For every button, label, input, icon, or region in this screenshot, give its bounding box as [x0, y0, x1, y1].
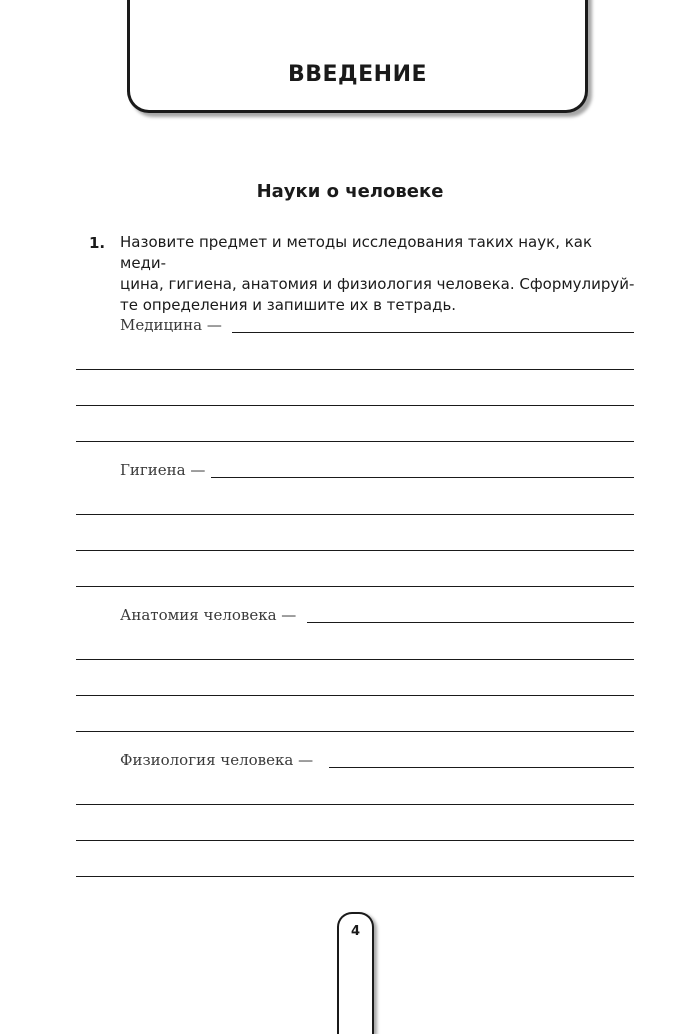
chapter-header-tab [127, 0, 588, 113]
answer-line[interactable] [76, 731, 634, 732]
answer-line[interactable] [76, 695, 634, 696]
answer-line[interactable] [76, 369, 634, 370]
task-text-line-1: Назовите предмет и методы исследования таких наук, как меди- [120, 233, 593, 272]
answer-line[interactable] [76, 876, 634, 877]
task-text-line-2: цина, гигиена, анатомия и физиология человека. Сформулируй- [120, 275, 635, 293]
chapter-title: ВВЕДЕНИЕ [287, 62, 428, 87]
page-number: 4 [350, 924, 361, 939]
answer-line[interactable] [76, 586, 634, 587]
answer-line-physiology[interactable] [329, 767, 634, 768]
term-label-physiology: Физиология человека — [120, 751, 314, 769]
page-number-tab [337, 912, 374, 1034]
answer-line[interactable] [76, 405, 634, 406]
answer-line-medicine[interactable] [232, 332, 634, 333]
task-number: 1. [89, 234, 106, 252]
term-label-hygiene: Гигиена — [120, 461, 206, 479]
answer-line-hygiene[interactable] [211, 477, 634, 478]
answer-line[interactable] [76, 514, 634, 515]
term-label-anatomy: Анатомия человека — [120, 606, 297, 624]
task-text [120, 232, 640, 316]
section-title: Науки о человеке [256, 181, 444, 202]
answer-line[interactable] [76, 441, 634, 442]
task-text-line-3: те определения и запишите их в тетрадь. [120, 296, 457, 314]
answer-line[interactable] [76, 550, 634, 551]
term-label-medicine: Медицина — [120, 316, 222, 334]
answer-line[interactable] [76, 840, 634, 841]
answer-line[interactable] [76, 804, 634, 805]
answer-line-anatomy[interactable] [307, 622, 634, 623]
answer-line[interactable] [76, 659, 634, 660]
